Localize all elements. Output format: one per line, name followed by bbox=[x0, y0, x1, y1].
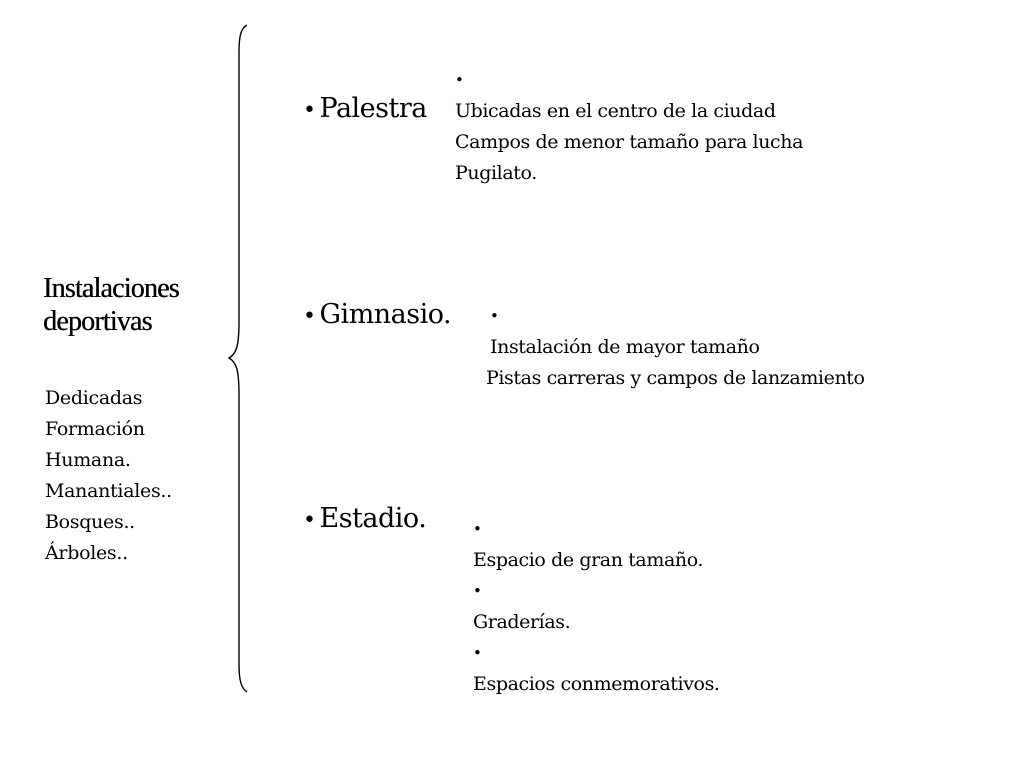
category-palestra bbox=[303, 93, 427, 127]
curly-brace bbox=[226, 22, 256, 696]
category-label: Palestra bbox=[319, 93, 427, 124]
title-line-2: deportivas bbox=[43, 306, 152, 337]
category-gimnasio bbox=[303, 299, 451, 333]
detail-line: • Ubicadas en el centro de la ciudad bbox=[455, 65, 803, 127]
title-line-1: Instalaciones bbox=[43, 273, 179, 304]
gimnasio-details bbox=[486, 301, 865, 394]
side-list-item: Manantiales.. bbox=[45, 480, 172, 502]
bullet-icon: • bbox=[473, 644, 482, 662]
bullet-icon: • bbox=[303, 98, 316, 123]
side-list-item: Bosques.. bbox=[45, 511, 135, 533]
category-label: Estadio. bbox=[319, 503, 427, 534]
category-estadio bbox=[303, 503, 426, 537]
side-list-item: Árboles.. bbox=[45, 542, 128, 564]
bullet-icon: • bbox=[303, 508, 316, 533]
diagram-title bbox=[43, 272, 179, 338]
side-list-item: Formación bbox=[45, 418, 145, 440]
side-list-item: Dedicadas bbox=[45, 387, 143, 409]
category-label: Gimnasio. bbox=[319, 299, 452, 330]
estadio-details bbox=[473, 514, 720, 700]
bullet-icon: • bbox=[473, 520, 482, 538]
detail-line: • Graderías. bbox=[473, 576, 720, 638]
detail-line: • Instalación de mayor tamaño bbox=[490, 301, 865, 363]
side-list bbox=[45, 383, 172, 569]
detail-line: Campos de menor tamaño para lucha bbox=[455, 131, 804, 153]
detail-line: Pugilato. bbox=[455, 162, 537, 184]
side-list-item: Humana. bbox=[45, 449, 131, 471]
detail-line: Pistas carreras y campos de lanzamiento bbox=[486, 367, 865, 389]
bullet-icon: • bbox=[455, 71, 464, 89]
bullet-icon: • bbox=[473, 582, 482, 600]
palestra-details bbox=[455, 65, 803, 189]
bullet-icon: • bbox=[303, 304, 316, 329]
bullet-icon: • bbox=[490, 307, 499, 325]
detail-line: • Espacio de gran tamaño. bbox=[473, 514, 720, 576]
detail-line: • Espacios conmemorativos. bbox=[473, 638, 720, 700]
